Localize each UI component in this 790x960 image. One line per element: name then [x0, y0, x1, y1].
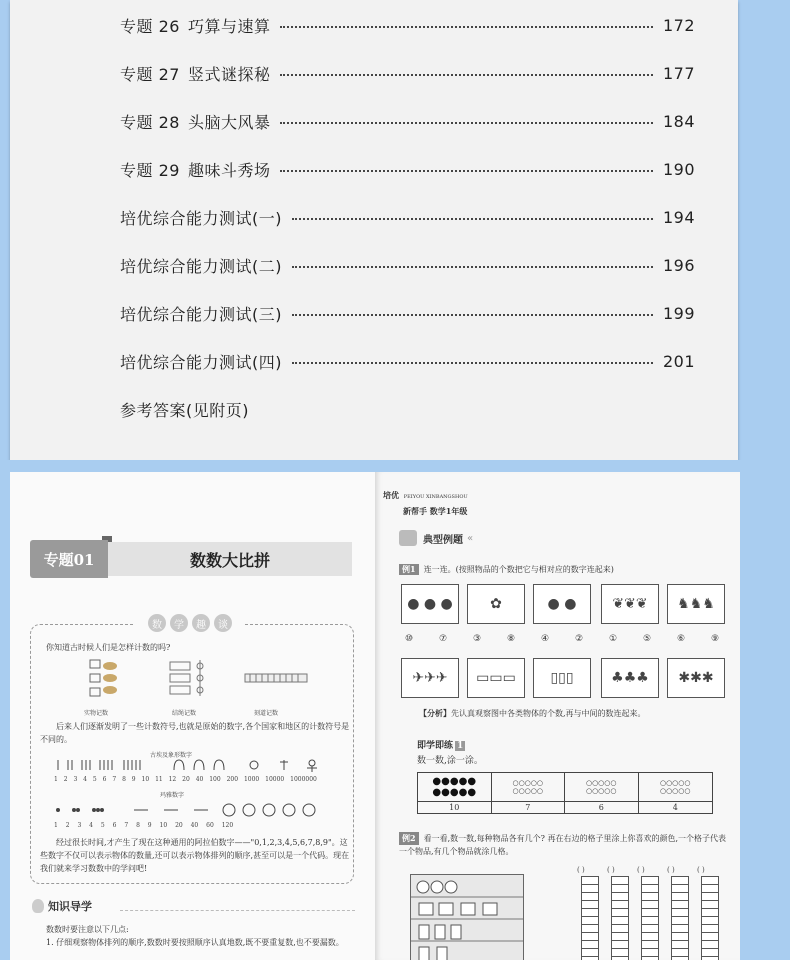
table-cell-number: 4	[639, 801, 713, 813]
maya-numbers: 1 2 3 4 5 6 7 8 9 10 20 40 60 120	[54, 822, 234, 829]
dot-leader	[280, 74, 652, 76]
table-cell-dots[interactable]: ○○○○○ ○○○○○	[565, 773, 639, 801]
story-title-char: 数	[148, 614, 166, 632]
guide-intro: 数数时要注意以下几点:	[46, 925, 129, 934]
toc-entry[interactable]	[120, 298, 695, 328]
circled-number[interactable]: ②	[575, 634, 584, 644]
toc-entry-page: 190	[662, 159, 695, 179]
appendix-label: 参考答案(见附页)	[120, 400, 249, 420]
dot-leader	[280, 170, 652, 172]
paren-label[interactable]: ( )	[577, 866, 585, 874]
analysis-label: 【分析】	[419, 708, 451, 718]
toc-entry[interactable]	[120, 202, 695, 232]
egypt-caption: 古埃及象形数字	[150, 752, 193, 759]
toc-entry-title: 趣味斗秀场	[187, 160, 271, 180]
brand-pinyin: PEIYOU XINBANGSHOU	[403, 494, 468, 500]
practice-label: 即学即练	[417, 741, 454, 751]
section-heading	[399, 530, 473, 546]
egyptian-numerals-icon	[54, 758, 324, 774]
table-cell-dots: ●●●●● ●●●●●	[418, 773, 492, 801]
page-gap	[0, 460, 790, 472]
picture-pumpkins: ● ● ●	[401, 584, 459, 624]
practice-title	[417, 738, 465, 751]
topic-tag: 专题01	[30, 540, 108, 578]
toc-entry-title: 竖式谜探秘	[187, 64, 271, 84]
tally-stick-icon	[245, 674, 307, 682]
toc-entry-title: 头脑大风暴	[187, 112, 271, 132]
picture-apples: ● ●	[533, 584, 591, 624]
toc-page	[10, 0, 738, 460]
circled-number[interactable]: ⑥	[677, 634, 686, 644]
story-paragraph: 后来人们逐渐发明了一些计数符号,也就是原始的数字,各个国家和地区的计数符号是不同的。	[40, 722, 350, 744]
dot-leader	[292, 362, 653, 364]
circled-number[interactable]: ⑨	[711, 634, 720, 644]
picture-flower: ✿	[467, 584, 525, 624]
practice-number: 1	[457, 741, 464, 751]
table-cell-dots[interactable]: ○○○○○ ○○○○○	[659, 779, 691, 795]
paren-label[interactable]: ( )	[637, 866, 645, 874]
maya-caption: 玛雅数字	[160, 792, 185, 799]
circled-number[interactable]: ⑧	[507, 634, 516, 644]
picture-bugs: ✱✱✱	[667, 658, 725, 698]
toc-entry-page: 196	[662, 255, 695, 275]
coloring-column[interactable]	[701, 876, 719, 960]
dot-leader	[292, 314, 653, 316]
header-brand	[383, 490, 468, 501]
coloring-column[interactable]	[611, 876, 629, 960]
coloring-column[interactable]	[641, 876, 659, 960]
guide-title: 知识导学	[48, 900, 92, 913]
toc-entry[interactable]	[120, 10, 695, 40]
toc-entry-page: 201	[662, 351, 695, 371]
pebbles-icon	[103, 662, 117, 694]
paren-label[interactable]: ( )	[667, 866, 675, 874]
brand-name: 培优	[383, 490, 399, 500]
circled-number[interactable]: ⑩	[405, 634, 414, 644]
toc-entry-title: 培优综合能力测试(三)	[120, 304, 282, 324]
picture-squirrels: ♣♣♣	[601, 658, 659, 698]
table-cell-number: 10	[418, 801, 492, 813]
shelf-items-icon	[411, 875, 523, 960]
dot-leader	[292, 218, 653, 220]
toc-entry-page: 184	[662, 111, 695, 131]
toc-entry[interactable]	[120, 250, 695, 280]
toc-entry-page: 177	[662, 63, 695, 83]
method-label: 实物记数	[84, 710, 109, 717]
example-2	[399, 832, 729, 858]
background-margin	[740, 472, 790, 960]
shelf-illustration	[410, 874, 524, 960]
circled-number[interactable]: ③	[473, 634, 482, 644]
dot-leader	[280, 122, 652, 124]
picture-birds: ✈✈✈	[401, 658, 459, 698]
guide-point: 1. 仔细观察物体排列的顺序,数数时要按照顺序认真地数,既不要重复数,也不要漏数。	[46, 938, 344, 947]
picture-butterflies: ❦❦❦	[601, 584, 659, 624]
count-table	[417, 772, 713, 814]
method-label: 结绳记数	[172, 710, 197, 717]
dot-leader	[280, 26, 652, 28]
example-text: 看一看,数一数,每种物品各有几个? 再在右边的格子里涂上你喜欢的颜色,一个格子代表一个物品,有几个物品就涂几格。	[399, 834, 727, 856]
table-cell-number: 7	[492, 801, 566, 813]
circled-number[interactable]: ④	[541, 634, 550, 644]
header-subtitle: 新帮手 数学1年级	[403, 506, 468, 516]
lightbulb-icon	[32, 899, 44, 913]
table-cell-dots[interactable]: ○○○○○ ○○○○○	[492, 773, 566, 801]
left-page	[10, 472, 375, 960]
topic-title: 数数大比拼	[108, 542, 352, 576]
toc-entry-title: 巧算与速算	[187, 16, 271, 36]
chevrons-icon: «	[467, 532, 474, 544]
toc-entry[interactable]	[120, 154, 695, 184]
practice-text: 数一数,涂一涂。	[417, 756, 483, 766]
knotted-rope-icon	[170, 660, 203, 696]
story-title-char: 趣	[192, 614, 210, 632]
section-title: 典型例题	[423, 534, 463, 546]
toc-entry-number: 专题 28	[120, 112, 180, 132]
picture-roosters: ♞♞♞	[667, 584, 725, 624]
picture-cars: ▭▭▭	[467, 658, 525, 698]
guide-heading	[32, 898, 92, 914]
toc-entry-number: 专题 29	[120, 160, 180, 180]
animals-icon	[90, 660, 100, 696]
toc-entry-title: 培优综合能力测试(二)	[120, 256, 282, 276]
toc-entry-title: 培优综合能力测试(一)	[120, 208, 282, 228]
analysis-text: 先认真观察图中各类物体的个数,再与中间的数连起来。	[451, 709, 646, 718]
coloring-column[interactable]	[581, 876, 599, 960]
toc-entry-number: 专题 27	[120, 64, 180, 84]
dot-leader	[292, 266, 653, 268]
toc-appendix[interactable]	[120, 394, 695, 424]
example-tag: 例1	[399, 564, 419, 575]
guide-divider	[120, 910, 355, 911]
circled-number[interactable]: ⑦	[439, 634, 448, 644]
toc-entry-page: 194	[662, 207, 695, 227]
circled-number[interactable]: ⑤	[643, 634, 652, 644]
method-label: 刻道记数	[254, 710, 279, 717]
story-title	[135, 612, 245, 634]
egypt-numbers: 1 2 3 4 5 6 7 8 9 10 11 12 20 40 100 200 1000 10000 1000000	[54, 776, 317, 783]
toc-entry-title: 培优综合能力测试(四)	[120, 352, 282, 372]
example-1	[399, 564, 614, 575]
analysis	[419, 708, 646, 719]
example-tag: 例2	[399, 832, 419, 845]
maya-numerals-icon	[54, 800, 324, 818]
story-ending: 经过很长时间,才产生了现在这种通用的阿拉伯数字——"0,1,2,3,4,5,6,7,8,9"。这些数字不仅可以表示物体的数量,还可以表示物体排列的顺序,甚至可以是一个代码。现在我们就来学习数数中的学问吧!	[40, 838, 350, 873]
toc-entry-page: 199	[662, 303, 695, 323]
table-cell-number: 6	[565, 801, 639, 813]
paren-label[interactable]: ( )	[697, 866, 705, 874]
toc-entry[interactable]	[120, 346, 695, 376]
toc-entry[interactable]	[120, 58, 695, 88]
coloring-column[interactable]	[671, 876, 689, 960]
story-title-char: 谈	[214, 614, 232, 632]
example-text: 连一连。(按照物品的个数把它与相对应的数字连起来)	[423, 565, 614, 574]
book-icon	[399, 530, 417, 546]
right-page	[375, 472, 740, 960]
counting-methods-illustration	[70, 656, 320, 706]
toc-entry-number: 专题 26	[120, 16, 180, 36]
story-question: 你知道古时候人们是怎样计数的吗?	[46, 643, 171, 652]
picture-candies: ▯▯▯	[533, 658, 591, 698]
circled-number[interactable]: ①	[609, 634, 618, 644]
paren-label[interactable]: ( )	[607, 866, 615, 874]
story-title-char: 学	[170, 614, 188, 632]
toc-entry-page: 172	[662, 15, 695, 35]
toc-entry[interactable]	[120, 106, 695, 136]
